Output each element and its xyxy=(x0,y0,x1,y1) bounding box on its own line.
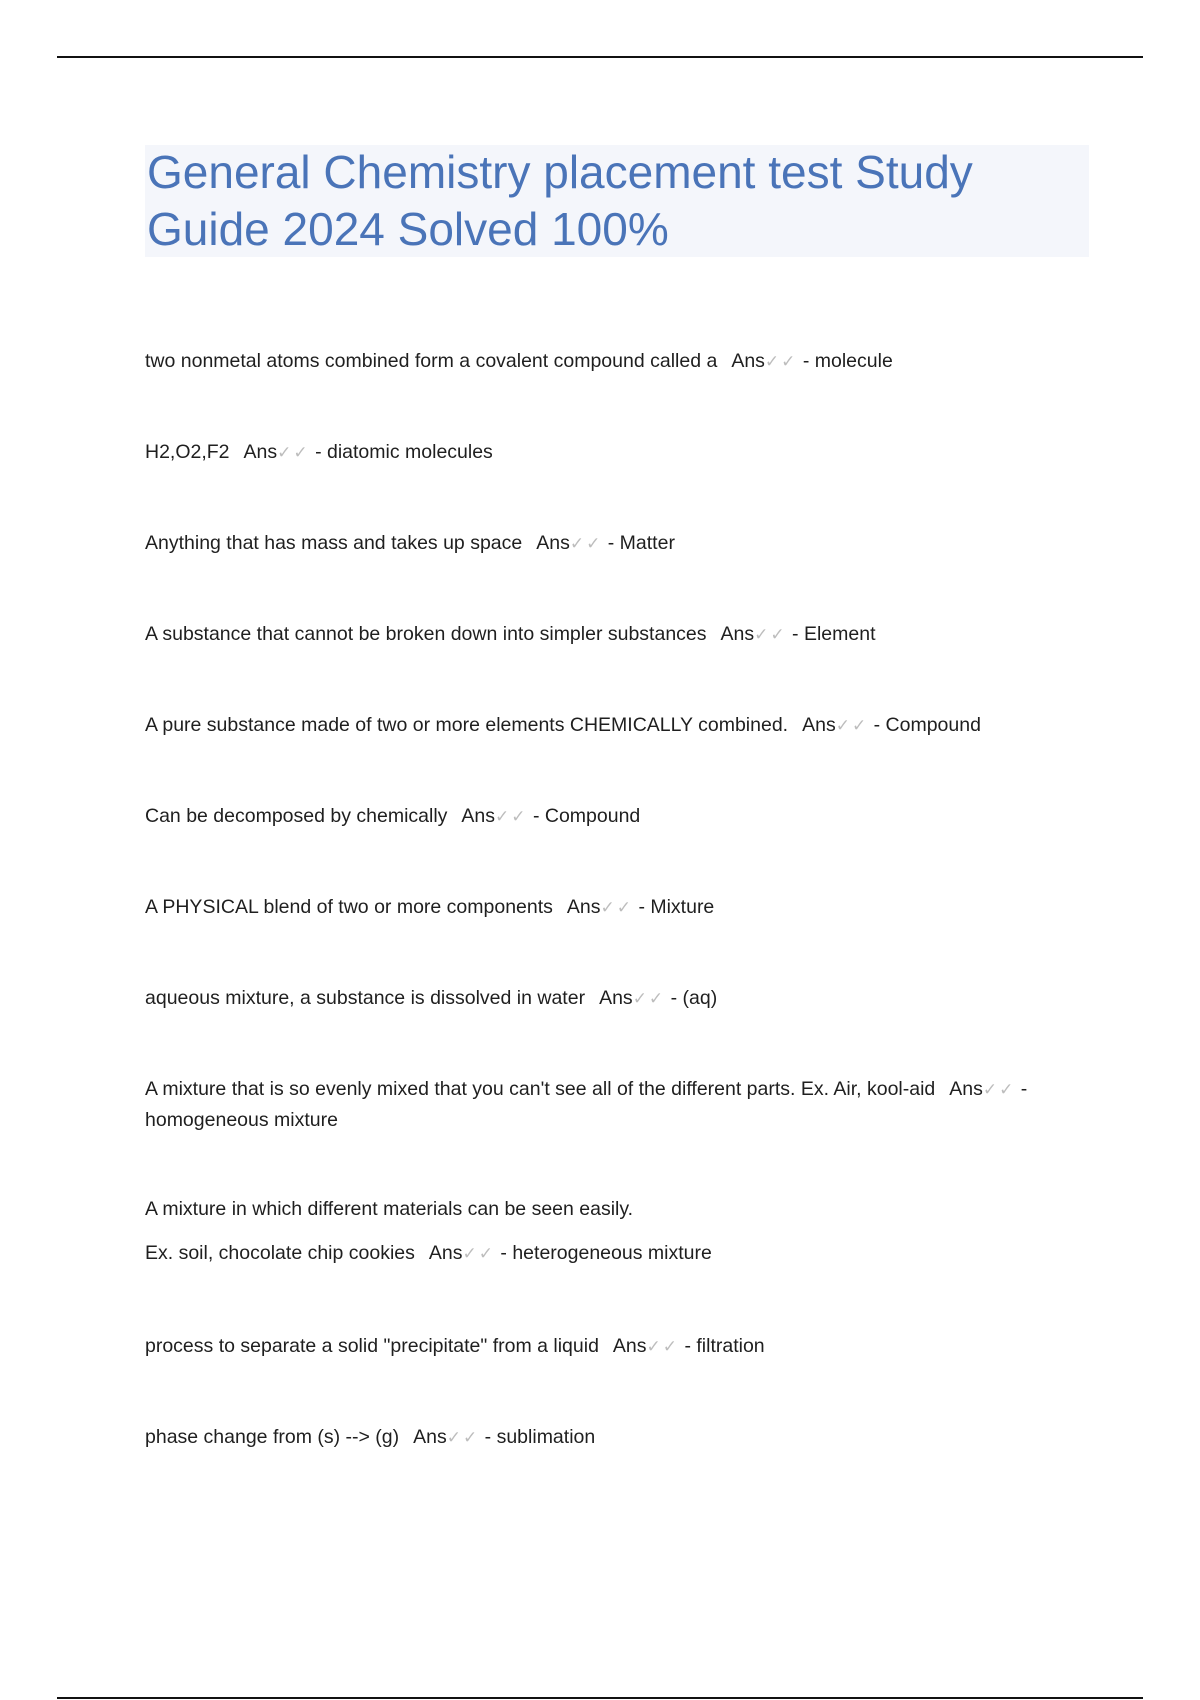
document-title: General Chemistry placement test Study Guide 2024 Solved 100% xyxy=(147,146,973,255)
answer-marker: Ans xyxy=(243,441,278,463)
qa-item xyxy=(145,1194,1095,1269)
answer-marker: Ans xyxy=(428,1242,463,1264)
answer-marker: Ans xyxy=(461,805,496,827)
answer-text: - diatomic molecules xyxy=(315,441,493,463)
answer-marker: Ans xyxy=(720,623,755,645)
answer-marker: Ans xyxy=(612,1335,647,1357)
answer-marker: Ans xyxy=(566,896,601,918)
question-text: aqueous mixture, a substance is dissolved in water xyxy=(145,987,586,1009)
qa-item xyxy=(145,1422,1095,1453)
answer-marker: Ans xyxy=(949,1078,983,1100)
double-check-icon: ✓✓ xyxy=(600,898,634,918)
answer-text: - filtration xyxy=(684,1335,765,1357)
double-check-icon: ✓✓ xyxy=(277,443,310,463)
answer-text: - Matter xyxy=(607,532,675,554)
question-text: H2,O2,F2 xyxy=(145,441,230,463)
question-text: process to separate a solid "precipitate" from a liquid xyxy=(145,1335,599,1357)
question-text: phase change from (s) --> (g) xyxy=(145,1426,400,1448)
answer-text: - Element xyxy=(792,623,876,645)
answer-marker: Ans xyxy=(536,532,570,554)
double-check-icon: ✓✓ xyxy=(462,1244,495,1264)
question-text-line1: A mixture in which different materials can be seen easily. xyxy=(145,1198,634,1220)
answer-marker: Ans xyxy=(599,987,633,1009)
qa-item xyxy=(145,710,1095,741)
double-check-icon: ✓✓ xyxy=(446,1428,480,1448)
question-text: A mixture that is so evenly mixed that you can't see all of the different parts. Ex. Air, kool-aid xyxy=(145,1078,936,1100)
question-text: Can be decomposed by chemically xyxy=(145,805,448,827)
question-text: A pure substance made of two or more elements CHEMICALLY combined. xyxy=(145,714,789,736)
qa-item xyxy=(145,801,1095,832)
double-check-icon: ✓✓ xyxy=(835,716,869,736)
double-check-icon: ✓✓ xyxy=(764,352,798,372)
double-check-icon: ✓✓ xyxy=(495,807,528,827)
double-check-icon: ✓✓ xyxy=(569,534,603,554)
qa-item xyxy=(145,437,1095,468)
qa-item xyxy=(145,346,1095,377)
answer-text: - heterogeneous mixture xyxy=(500,1242,712,1264)
double-check-icon: ✓✓ xyxy=(632,989,666,1009)
answer-marker: Ans xyxy=(802,714,836,736)
question-text: A PHYSICAL blend of two or more components xyxy=(145,896,553,918)
bottom-rule xyxy=(57,1697,1143,1699)
qa-item xyxy=(145,1074,1095,1135)
answer-text: - homogeneous mixture xyxy=(145,1078,1028,1131)
answer-text: - molecule xyxy=(802,350,893,372)
question-text: A substance that cannot be broken down into simpler substances xyxy=(145,623,707,645)
answer-text: - Mixture xyxy=(638,896,715,918)
answer-text: - sublimation xyxy=(484,1426,596,1448)
qa-item xyxy=(145,892,1095,923)
answer-text: - Compound xyxy=(873,714,981,736)
answer-text: - (aq) xyxy=(670,987,718,1009)
answer-marker: Ans xyxy=(413,1426,447,1448)
question-text: two nonmetal atoms combined form a covalent compound called a xyxy=(145,350,718,372)
qa-item xyxy=(145,983,1095,1014)
top-rule xyxy=(57,56,1143,58)
double-check-icon: ✓✓ xyxy=(646,1337,680,1357)
qa-item xyxy=(145,528,1095,559)
double-check-icon: ✓✓ xyxy=(982,1080,1016,1100)
question-text: Anything that has mass and takes up space xyxy=(145,532,523,554)
qa-item xyxy=(145,619,1095,650)
question-text: Ex. soil, chocolate chip cookies xyxy=(145,1242,415,1264)
answer-marker: Ans xyxy=(731,350,765,372)
qa-item xyxy=(145,1331,1095,1362)
title-banner xyxy=(145,145,1089,257)
answer-text: - Compound xyxy=(532,805,641,827)
double-check-icon: ✓✓ xyxy=(754,625,787,645)
